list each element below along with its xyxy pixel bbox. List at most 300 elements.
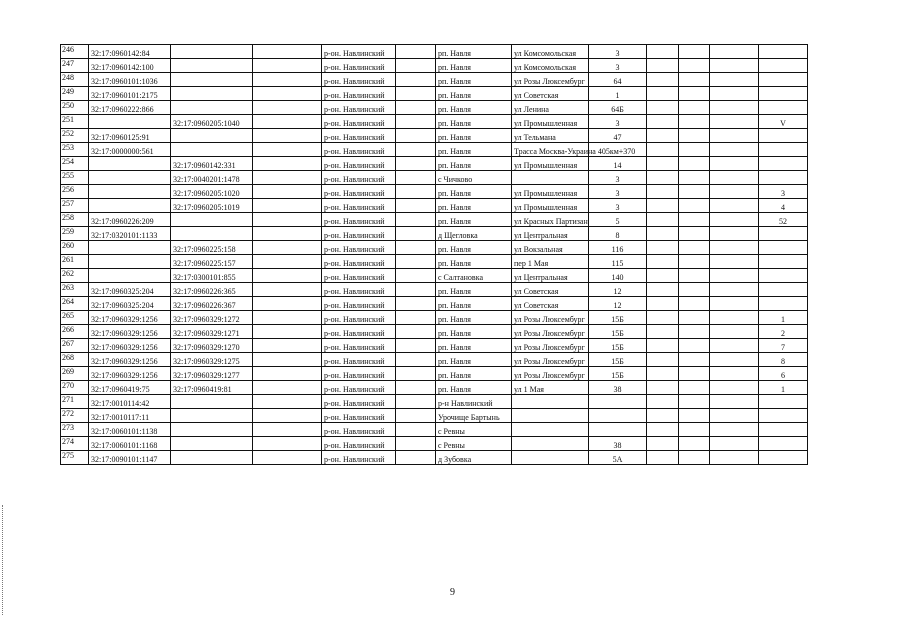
table-row <box>61 325 808 339</box>
blank-cell-cell <box>679 87 710 101</box>
row-number-cell: 247 <box>61 59 89 73</box>
cadastral-number-2-cell: 32:17:0300101:855 <box>171 269 253 283</box>
blank-cell-cell <box>396 367 436 381</box>
house-number-cell: 5 <box>589 213 647 227</box>
blank-cell-cell <box>253 115 322 129</box>
apartment-number-cell: 4 <box>759 199 808 213</box>
blank-cell-cell <box>647 241 679 255</box>
table-row <box>61 255 808 269</box>
cadastral-number-2-cell <box>171 143 253 157</box>
cadastral-number-cell: 32:17:0320101:1133 <box>89 227 171 241</box>
apartment-number-cell: 1 <box>759 381 808 395</box>
cadastral-number-cell: 32:17:0010114:42 <box>89 395 171 409</box>
cadastral-number-2-cell: 32:17:0960226:367 <box>171 297 253 311</box>
table-body <box>61 45 808 465</box>
settlement-cell: рп. Навля <box>436 213 512 227</box>
street-cell <box>512 451 589 465</box>
table-row <box>61 143 808 157</box>
cadastral-number-2-cell <box>171 437 253 451</box>
cadastral-number-2-cell: 32:17:0960205:1019 <box>171 199 253 213</box>
blank-cell-cell <box>253 437 322 451</box>
cadastral-number-cell: 32:17:0960419:75 <box>89 381 171 395</box>
blank-cell-cell <box>396 143 436 157</box>
table-row <box>61 213 808 227</box>
settlement-cell: Урочище Бартынь <box>436 409 512 423</box>
cadastral-number-2-cell: 32:17:0960329:1271 <box>171 325 253 339</box>
blank-cell-cell <box>647 381 679 395</box>
cadastral-number-2-cell: 32:17:0960329:1272 <box>171 311 253 325</box>
house-number-cell: 15Б <box>589 353 647 367</box>
cadastral-number-cell <box>89 171 171 185</box>
table-row <box>61 297 808 311</box>
row-number-cell: 254 <box>61 157 89 171</box>
cadastral-number-cell <box>89 115 171 129</box>
settlement-cell: рп. Навля <box>436 157 512 171</box>
cadastral-number-cell: 32:17:0960325:204 <box>89 297 171 311</box>
blank-cell-cell <box>679 171 710 185</box>
cadastral-number-2-cell: 32:17:0960142:331 <box>171 157 253 171</box>
district-cell: р-он. Навлинский <box>322 171 396 185</box>
blank-cell-cell <box>710 241 759 255</box>
blank-cell-cell <box>647 423 679 437</box>
street-cell: ул Вокзальная <box>512 241 589 255</box>
blank-cell-cell <box>396 129 436 143</box>
cadastral-number-cell: 32:17:0960329:1256 <box>89 325 171 339</box>
settlement-cell: рп. Навля <box>436 311 512 325</box>
cadastral-number-cell: 32:17:0090101:1147 <box>89 451 171 465</box>
settlement-cell: рп. Навля <box>436 255 512 269</box>
blank-cell-cell <box>396 185 436 199</box>
blank-cell-cell <box>679 185 710 199</box>
blank-cell-cell <box>647 143 679 157</box>
table-row <box>61 367 808 381</box>
settlement-cell: р-н Навлинский <box>436 395 512 409</box>
apartment-number-cell <box>759 241 808 255</box>
house-number-cell: 38 <box>589 437 647 451</box>
blank-cell-cell <box>396 255 436 269</box>
table-row <box>61 73 808 87</box>
settlement-cell: с Чичково <box>436 171 512 185</box>
street-cell: ул Промышленная <box>512 115 589 129</box>
apartment-number-cell <box>759 157 808 171</box>
blank-cell-cell <box>679 437 710 451</box>
district-cell: р-он. Навлинский <box>322 73 396 87</box>
table-row <box>61 185 808 199</box>
district-cell: р-он. Навлинский <box>322 367 396 381</box>
blank-cell-cell <box>253 87 322 101</box>
blank-cell-cell <box>647 339 679 353</box>
district-cell: р-он. Навлинский <box>322 311 396 325</box>
cadastral-number-cell: 32:17:0960101:1036 <box>89 73 171 87</box>
blank-cell-cell <box>710 59 759 73</box>
row-number-cell: 270 <box>61 381 89 395</box>
blank-cell-cell <box>396 325 436 339</box>
apartment-number-cell: 1 <box>759 311 808 325</box>
house-number-cell: 1 <box>589 87 647 101</box>
district-cell: р-он. Навлинский <box>322 185 396 199</box>
house-number-cell: 116 <box>589 241 647 255</box>
cadastral-number-cell <box>89 199 171 213</box>
page-number: 9 <box>450 587 455 598</box>
row-number-cell: 253 <box>61 143 89 157</box>
street-cell <box>512 409 589 423</box>
settlement-cell: с Ревны <box>436 437 512 451</box>
district-cell: р-он. Навлинский <box>322 59 396 73</box>
street-cell <box>512 437 589 451</box>
street-cell: ул Советская <box>512 297 589 311</box>
apartment-number-cell <box>759 129 808 143</box>
cadastral-number-cell: 32:17:0960142:84 <box>89 45 171 59</box>
blank-cell-cell <box>253 129 322 143</box>
cadastral-number-cell: 32:17:0010117:11 <box>89 409 171 423</box>
blank-cell-cell <box>647 311 679 325</box>
settlement-cell: рп. Навля <box>436 367 512 381</box>
blank-cell-cell <box>396 311 436 325</box>
cadastral-number-cell: 32:17:0960125:91 <box>89 129 171 143</box>
cadastral-number-2-cell <box>171 59 253 73</box>
blank-cell-cell <box>396 241 436 255</box>
blank-cell-cell <box>396 437 436 451</box>
blank-cell-cell <box>679 381 710 395</box>
cadastral-number-2-cell <box>171 87 253 101</box>
blank-cell-cell <box>679 255 710 269</box>
settlement-cell: рп. Навля <box>436 101 512 115</box>
cadastral-number-cell: 32:17:0960325:204 <box>89 283 171 297</box>
table-row <box>61 381 808 395</box>
blank-cell-cell <box>396 339 436 353</box>
blank-cell-cell <box>253 171 322 185</box>
table-row <box>61 199 808 213</box>
blank-cell-cell <box>396 157 436 171</box>
apartment-number-cell <box>759 409 808 423</box>
blank-cell-cell <box>396 381 436 395</box>
apartment-number-cell <box>759 227 808 241</box>
apartment-number-cell <box>759 87 808 101</box>
blank-cell-cell <box>679 129 710 143</box>
house-number-cell <box>589 395 647 409</box>
house-number-cell: 3 <box>589 171 647 185</box>
blank-cell-cell <box>647 409 679 423</box>
street-cell: ул Комсомольская <box>512 59 589 73</box>
apartment-number-cell <box>759 297 808 311</box>
house-number-cell: 15Б <box>589 325 647 339</box>
blank-cell-cell <box>679 269 710 283</box>
blank-cell-cell <box>253 409 322 423</box>
blank-cell-cell <box>679 143 710 157</box>
district-cell: р-он. Навлинский <box>322 101 396 115</box>
apartment-number-cell <box>759 143 808 157</box>
house-number-cell: 8 <box>589 227 647 241</box>
cadastral-number-2-cell <box>171 409 253 423</box>
blank-cell-cell <box>710 45 759 59</box>
blank-cell-cell <box>710 423 759 437</box>
table-row <box>61 45 808 59</box>
row-number-cell: 273 <box>61 423 89 437</box>
table-row <box>61 423 808 437</box>
blank-cell-cell <box>647 353 679 367</box>
blank-cell-cell <box>396 227 436 241</box>
settlement-cell: рп. Навля <box>436 45 512 59</box>
row-number-cell: 263 <box>61 283 89 297</box>
blank-cell-cell <box>253 423 322 437</box>
blank-cell-cell <box>679 339 710 353</box>
blank-cell-cell <box>253 381 322 395</box>
cadastral-number-2-cell <box>171 213 253 227</box>
district-cell: р-он. Навлинский <box>322 241 396 255</box>
blank-cell-cell <box>710 171 759 185</box>
settlement-cell: д Зубовка <box>436 451 512 465</box>
blank-cell-cell <box>253 311 322 325</box>
blank-cell-cell <box>647 129 679 143</box>
blank-cell-cell <box>253 339 322 353</box>
blank-cell-cell <box>396 199 436 213</box>
row-number-cell: 250 <box>61 101 89 115</box>
settlement-cell: рп. Навля <box>436 283 512 297</box>
table-row <box>61 283 808 297</box>
blank-cell-cell <box>647 73 679 87</box>
apartment-number-cell <box>759 171 808 185</box>
cadastral-number-2-cell: 32:17:0960419:81 <box>171 381 253 395</box>
table-row <box>61 353 808 367</box>
blank-cell-cell <box>253 227 322 241</box>
settlement-cell: рп. Навля <box>436 87 512 101</box>
blank-cell-cell <box>396 115 436 129</box>
blank-cell-cell <box>679 297 710 311</box>
cadastral-number-2-cell <box>171 451 253 465</box>
blank-cell-cell <box>253 199 322 213</box>
cadastral-number-cell: 32:17:0960329:1256 <box>89 367 171 381</box>
settlement-cell: д Щегловка <box>436 227 512 241</box>
street-cell: ул Советская <box>512 87 589 101</box>
cadastral-number-cell: 32:17:0960222:866 <box>89 101 171 115</box>
cadastral-number-2-cell: 32:17:0960329:1270 <box>171 339 253 353</box>
blank-cell-cell <box>647 395 679 409</box>
street-cell <box>512 395 589 409</box>
blank-cell-cell <box>253 213 322 227</box>
row-number-cell: 271 <box>61 395 89 409</box>
street-cell: ул Промышленная <box>512 199 589 213</box>
house-number-cell <box>589 409 647 423</box>
district-cell: р-он. Навлинский <box>322 297 396 311</box>
blank-cell-cell <box>710 367 759 381</box>
cadastral-number-2-cell: 32:17:0960205:1040 <box>171 115 253 129</box>
blank-cell-cell <box>647 437 679 451</box>
row-number-cell: 256 <box>61 185 89 199</box>
district-cell: р-он. Навлинский <box>322 157 396 171</box>
blank-cell-cell <box>253 353 322 367</box>
row-number-cell: 268 <box>61 353 89 367</box>
house-number-cell: 3 <box>589 199 647 213</box>
blank-cell-cell <box>396 73 436 87</box>
apartment-number-cell <box>759 59 808 73</box>
margin-dotted-line <box>2 505 4 615</box>
cadastral-number-cell <box>89 255 171 269</box>
table-row <box>61 87 808 101</box>
cadastral-number-2-cell: 32:17:0960329:1277 <box>171 367 253 381</box>
blank-cell-cell <box>679 45 710 59</box>
district-cell: р-он. Навлинский <box>322 395 396 409</box>
blank-cell-cell <box>253 73 322 87</box>
district-cell: р-он. Навлинский <box>322 87 396 101</box>
settlement-cell: рп. Навля <box>436 59 512 73</box>
row-number-cell: 264 <box>61 297 89 311</box>
blank-cell-cell <box>396 101 436 115</box>
blank-cell-cell <box>253 367 322 381</box>
row-number-cell: 265 <box>61 311 89 325</box>
blank-cell-cell <box>710 381 759 395</box>
table-row <box>61 339 808 353</box>
blank-cell-cell <box>710 143 759 157</box>
row-number-cell: 266 <box>61 325 89 339</box>
district-cell: р-он. Навлинский <box>322 451 396 465</box>
blank-cell-cell <box>710 227 759 241</box>
cadastral-number-2-cell <box>171 45 253 59</box>
row-number-cell: 262 <box>61 269 89 283</box>
blank-cell-cell <box>253 269 322 283</box>
blank-cell-cell <box>253 157 322 171</box>
district-cell: р-он. Навлинский <box>322 325 396 339</box>
table-row <box>61 101 808 115</box>
apartment-number-cell: V <box>759 115 808 129</box>
district-cell: р-он. Навлинский <box>322 381 396 395</box>
row-number-cell: 269 <box>61 367 89 381</box>
house-number-cell: 15Б <box>589 339 647 353</box>
street-cell: ул Розы Люксембург <box>512 339 589 353</box>
district-cell: р-он. Навлинский <box>322 353 396 367</box>
district-cell: р-он. Навлинский <box>322 423 396 437</box>
blank-cell-cell <box>679 367 710 381</box>
cadastral-number-cell: 32:17:0060101:1138 <box>89 423 171 437</box>
house-number-cell: 12 <box>589 297 647 311</box>
district-cell: р-он. Навлинский <box>322 45 396 59</box>
blank-cell-cell <box>710 437 759 451</box>
apartment-number-cell <box>759 45 808 59</box>
row-number-cell: 267 <box>61 339 89 353</box>
row-number-cell: 248 <box>61 73 89 87</box>
street-cell: ул Розы Люксембург <box>512 353 589 367</box>
blank-cell-cell <box>710 297 759 311</box>
table-row <box>61 157 808 171</box>
blank-cell-cell <box>679 283 710 297</box>
blank-cell-cell <box>647 115 679 129</box>
cadastral-number-cell: 32:17:0960226:209 <box>89 213 171 227</box>
row-number-cell: 255 <box>61 171 89 185</box>
street-cell: ул Красных Партизан <box>512 213 589 227</box>
street-cell: ул Комсомольская <box>512 45 589 59</box>
blank-cell-cell <box>647 213 679 227</box>
row-number-cell: 274 <box>61 437 89 451</box>
blank-cell-cell <box>253 451 322 465</box>
street-cell: ул Центральная <box>512 269 589 283</box>
blank-cell-cell <box>253 101 322 115</box>
blank-cell-cell <box>710 213 759 227</box>
blank-cell-cell <box>253 255 322 269</box>
row-number-cell: 260 <box>61 241 89 255</box>
row-number-cell: 259 <box>61 227 89 241</box>
blank-cell-cell <box>710 325 759 339</box>
house-number-cell: 14 <box>589 157 647 171</box>
district-cell: р-он. Навлинский <box>322 227 396 241</box>
cadastral-number-cell: 32:17:0960329:1256 <box>89 339 171 353</box>
street-cell: ул Тельмана <box>512 129 589 143</box>
settlement-cell: рп. Навля <box>436 325 512 339</box>
table-row <box>61 59 808 73</box>
blank-cell-cell <box>679 353 710 367</box>
blank-cell-cell <box>710 353 759 367</box>
settlement-cell: с Салтановка <box>436 269 512 283</box>
blank-cell-cell <box>253 59 322 73</box>
row-number-cell: 275 <box>61 451 89 465</box>
settlement-cell: рп. Навля <box>436 143 512 157</box>
apartment-number-cell: 6 <box>759 367 808 381</box>
district-cell: р-он. Навлинский <box>322 437 396 451</box>
house-number-cell: 47 <box>589 129 647 143</box>
cadastral-number-2-cell <box>171 227 253 241</box>
settlement-cell: рп. Навля <box>436 241 512 255</box>
table-row <box>61 269 808 283</box>
blank-cell-cell <box>710 73 759 87</box>
house-number-cell: 3 <box>589 185 647 199</box>
blank-cell-cell <box>647 45 679 59</box>
apartment-number-cell <box>759 451 808 465</box>
blank-cell-cell <box>396 171 436 185</box>
table-row <box>61 451 808 465</box>
blank-cell-cell <box>253 143 322 157</box>
blank-cell-cell <box>679 311 710 325</box>
settlement-cell: рп. Навля <box>436 297 512 311</box>
blank-cell-cell <box>679 395 710 409</box>
blank-cell-cell <box>679 325 710 339</box>
house-number-cell: 3 <box>589 45 647 59</box>
blank-cell-cell <box>396 395 436 409</box>
blank-cell-cell <box>253 283 322 297</box>
blank-cell-cell <box>679 115 710 129</box>
apartment-number-cell <box>759 73 808 87</box>
blank-cell-cell <box>253 45 322 59</box>
blank-cell-cell <box>710 451 759 465</box>
cadastral-number-2-cell: 32:17:0960225:157 <box>171 255 253 269</box>
blank-cell-cell <box>710 157 759 171</box>
street-cell: ул Промышленная <box>512 157 589 171</box>
cadastral-number-2-cell: 32:17:0960226:365 <box>171 283 253 297</box>
apartment-number-cell: 7 <box>759 339 808 353</box>
apartment-number-cell <box>759 283 808 297</box>
cadastral-number-2-cell: 32:17:0960225:158 <box>171 241 253 255</box>
district-cell: р-он. Навлинский <box>322 269 396 283</box>
table-row <box>61 395 808 409</box>
blank-cell-cell <box>647 367 679 381</box>
street-cell: пер 1 Мая <box>512 255 589 269</box>
district-cell: р-он. Навлинский <box>322 115 396 129</box>
blank-cell-cell <box>710 255 759 269</box>
blank-cell-cell <box>253 395 322 409</box>
house-number-cell: 140 <box>589 269 647 283</box>
cadastral-number-2-cell <box>171 101 253 115</box>
blank-cell-cell <box>710 395 759 409</box>
table-row <box>61 115 808 129</box>
table-row <box>61 311 808 325</box>
cadastral-number-2-cell <box>171 73 253 87</box>
blank-cell-cell <box>647 59 679 73</box>
district-cell: р-он. Навлинский <box>322 283 396 297</box>
blank-cell-cell <box>679 213 710 227</box>
blank-cell-cell <box>710 185 759 199</box>
apartment-number-cell <box>759 101 808 115</box>
blank-cell-cell <box>396 409 436 423</box>
settlement-cell: рп. Навля <box>436 199 512 213</box>
row-number-cell: 258 <box>61 213 89 227</box>
cadastral-number-2-cell <box>171 423 253 437</box>
